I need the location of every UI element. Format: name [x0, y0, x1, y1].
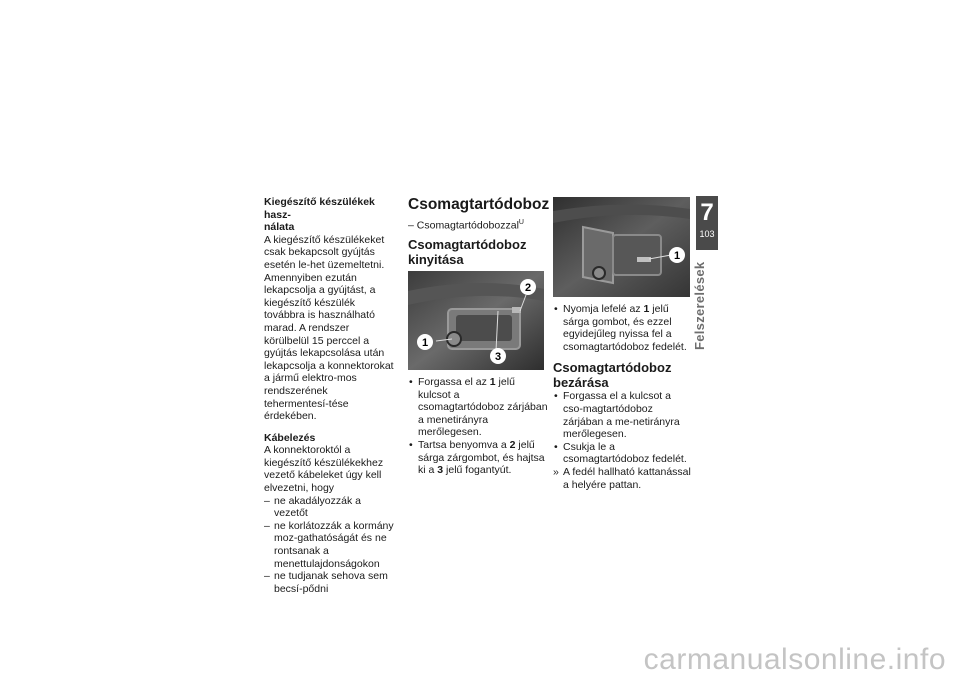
dash-icon: – — [408, 219, 414, 232]
svg-text:2: 2 — [524, 282, 532, 295]
photo-topcase-lock — [408, 271, 544, 370]
open-steps-list — [408, 376, 548, 477]
section-title-topcase: Csomagtartódoboz — [408, 196, 550, 213]
column-topcase-close — [553, 196, 691, 491]
photo-topcase-lid — [553, 197, 690, 297]
list-item: – ne korlátozzák a kormány moz-gathatóságát és ne rontsanak a menettulajdonságokon — [264, 519, 394, 570]
chapter-number: 7 — [700, 199, 714, 226]
list-item: • Nyomja lefelé az 1 jelű sárga gombot, és ezzel egyidejűleg nyissa fel a csomagtartódoboz fedelét. — [554, 303, 687, 353]
callout-1 — [417, 334, 433, 350]
bullet-icon: • — [409, 439, 413, 452]
list-item: » A fedél hallható kattanással a helyére pattan. — [553, 465, 691, 491]
heading-open-topcase: Csomagtartódoboz kinyitása — [408, 237, 527, 267]
paragraph-accessory-devices: A kiegészítő készülékeket csak bekapcsolt gyújtás esetén le-het üzemeltetni. Amennyiben ezután lekapcsolja a gyújtást, a kiegészítő készülék továbbra is használható marad. A rendszer körülbelül 15 perccel a gyújtás lekapcsolása után lekapcsolja a konnektorokat a jármű elektro-mos rendszerének tehermentesí-tése érdekében. — [264, 233, 394, 423]
list-item: • Csukja le a csomagtartódoboz fedelét. — [554, 440, 687, 466]
close-steps-list — [553, 390, 691, 466]
bullet-icon: • — [554, 303, 558, 315]
list-item: • Tartsa benyomva a 2 jelű sárga zárgombot, és hajtsa ki a 3 jelű fogantyút. — [409, 439, 545, 477]
result-arrow-icon: » — [553, 465, 559, 478]
dash-icon: – — [264, 519, 270, 532]
press-steps-list — [553, 303, 691, 353]
list-item: – ne tudjanak sehova sem becsí-pődni — [264, 570, 388, 595]
list-item: – ne akadályozzák a vezetőt — [264, 494, 361, 520]
chapter-side-label: Felszerelések — [692, 261, 707, 350]
dash-icon: – — [264, 570, 270, 583]
chapter-tab — [696, 196, 718, 250]
callout-1 — [669, 247, 685, 263]
svg-text:1: 1 — [421, 337, 429, 350]
heading-close-topcase: Csomagtartódoboz bezárása — [553, 360, 672, 390]
callout-3 — [490, 348, 506, 364]
column-topcase-open — [408, 196, 548, 477]
svg-text:1: 1 — [673, 250, 681, 262]
bullet-icon: • — [554, 440, 558, 453]
heading-accessory-devices: Kiegészítő készülékek hasz- nálata — [264, 196, 375, 234]
watermark: carmanualsonline.info — [643, 643, 946, 676]
list-item: • Forgassa el az 1 jelű kulcsot a csomagtartódoboz zárjában a menetirányra merőlegesen. — [409, 376, 548, 439]
column-accessories — [264, 196, 394, 595]
bullet-icon: • — [409, 376, 413, 389]
list-item: • Forgassa el a kulcsot a cso-magtartódoboz zárjában a me-netirányra merőlegesen. — [554, 390, 680, 441]
dash-icon: – — [264, 494, 270, 507]
option-line: – Csomagtartódobozzal$^U$ — [408, 219, 524, 232]
page-number: 103 — [699, 229, 715, 239]
close-result — [553, 466, 691, 491]
bullet-icon: • — [554, 390, 558, 403]
cabling-list — [264, 495, 394, 596]
paragraph-cabling: A konnektoroktól a kiegészítő készülékekhez vezető kábeleket úgy kell elvezetni, hogy — [264, 444, 384, 495]
svg-text:3: 3 — [494, 351, 502, 364]
callout-2 — [520, 279, 536, 295]
heading-cabling: Kábelezés — [264, 431, 316, 444]
